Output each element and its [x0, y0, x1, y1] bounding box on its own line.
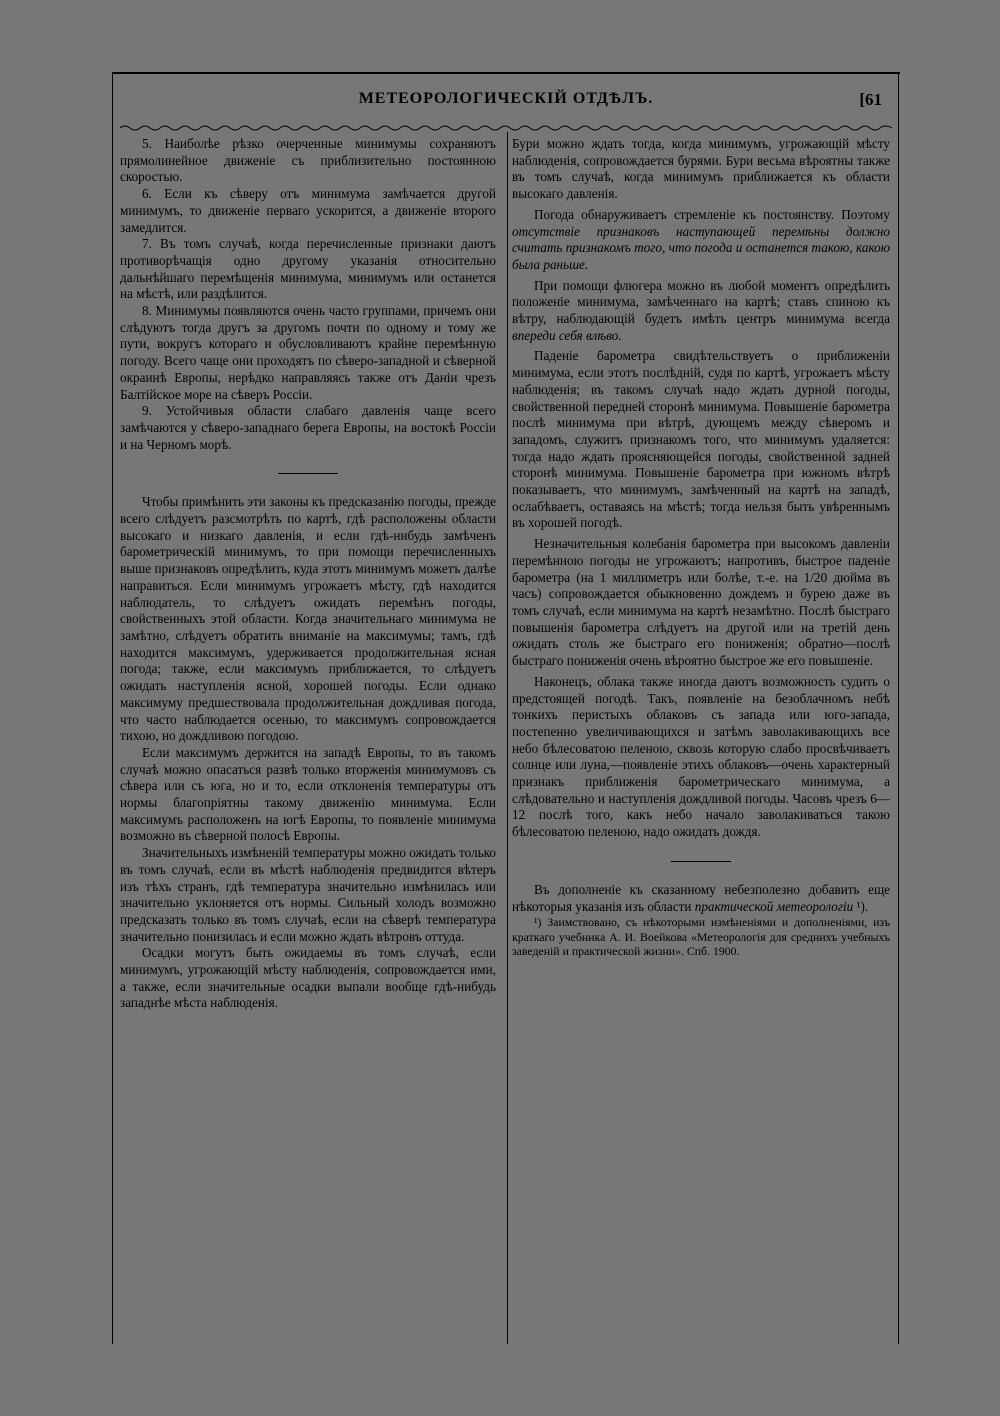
- paragraph-rule-6: 6. Если къ сѣверу отъ минимума замѣчается другой минимумъ, то движеніе перваго ускорится, а движеніе второго замедлится.: [120, 186, 496, 235]
- paragraph-rule-5: 5. Наиболѣе рѣзко очерченные минимумы сохраняютъ прямолинейное движеніе съ приблизительно постоянною скоростью.: [120, 136, 496, 185]
- right-column: [512, 136, 890, 959]
- addition-text: Въ дополненіе къ сказанному небезполезно добавить еще нѣкоторыя указанія изъ области: [512, 881, 890, 914]
- left-border-line: [112, 72, 113, 1344]
- left-column: [120, 136, 496, 1012]
- wavy-rule: [120, 124, 892, 132]
- paragraph-barometer-fluctuation: Незначительныя колебанія барометра при высокомъ давленіи перемѣнною погоды не угрожаютъ; напротивъ, быстрое паденіе барометра (на 1 миллиметръ или болѣе, т.-е. на 1/20 дюйма въ часъ) сопровождается обыкновенно дождемъ и бурею даже въ томъ случаѣ, если минимума на картѣ незамѣтно. Послѣ быстраго повышенія барометра слѣдуетъ на другой или на третій день ожидать столь же быстраго его пониженія; обратно—послѣ быстраго пониженія очень вѣроятно быстрое же его повышеніе.: [512, 536, 890, 669]
- section-separator-right: [671, 861, 731, 862]
- paragraph-temperature: Значительныхъ измѣненій температуры можно ожидать только въ томъ случаѣ, если въ мѣстѣ наблюденія предвидится вѣтеръ изъ тѣхъ странъ, гдѣ температура значительно измѣнилась или значительно уклоняется отъ нормы. Сильный холодъ возможно предсказать только въ томъ случаѣ, если на сѣверѣ температура значительно понизилась и если можно ждать вѣтровъ оттуда.: [120, 845, 496, 944]
- paragraph-applying-laws: Чтобы примѣнить эти законы къ предсказанію погоды, прежде всего слѣдуетъ разсмотрѣть по картѣ, гдѣ расположены области высокаго и низкаго давленія, и если гдѣ-нибудь замѣченъ барометрическій минимумъ, то при помощи перечисленныхъ выше признаковъ опредѣлить, куда этотъ минимумъ можетъ далѣе направиться. Если минимумъ угрожаетъ мѣсту, гдѣ находится наблюдатель, то слѣдуетъ ожидать перемѣнъ погоды, свойственныхъ этой области. Когда значительнаго минимума не замѣтно, слѣдуетъ обратить вниманіе на максимумы; тамъ, гдѣ находится максимумъ, удерживается продолжительная ясная погода; также, если максимумъ приближается, то слѣдуетъ ожидать наступленія ясной, хорошей погоды. Если однако максимуму предшествовала продолжительная дождливая погода, что часто наблюдается осенью, то максимумъ сопровождается тихою, но дождливою погодою.: [120, 494, 496, 744]
- journal-page: [112, 72, 900, 1352]
- footnote-ref: ¹).: [853, 898, 869, 914]
- addition-italic: практической метеорологіи: [694, 898, 854, 914]
- paragraph-barometer-fall: Паденіе барометра свидѣтельствуетъ о приближеніи минимума, если этотъ послѣдній, судя по картѣ, угрожаетъ мѣсту наблюденія; въ такомъ случаѣ надо ждать дурной погоды, свойственной передней сторонѣ минимума. Повышеніе барометра послѣ минимума при вѣтрѣ, дующемъ между сѣверомъ и западомъ, служитъ признакомъ того, что минимумъ удаляется: тогда надо ждать проясняющейся погоды, свойственной задней сторонѣ минимума. Повышеніе барометра при южномъ вѣтрѣ показываетъ, что минимумъ, замѣченный на картѣ на западѣ, ослабѣваетъ, оставаясь на мѣстѣ; тогда нельзя быть увѣреннымъ въ хорошей погодѣ.: [512, 348, 890, 531]
- weathervane-text: При помощи флюгера можно въ любой моментъ опредѣлить положеніе минимума, замѣченнаго на картѣ; ставъ спиною къ вѣтру, наблюдающій будетъ имѣть центръ минимума всегда: [512, 277, 890, 327]
- paragraph-precipitation: Осадки могутъ быть ожидаемы въ томъ случаѣ, если минимумъ, угрожающій мѣсту наблюденія, сопровождается ими, а также, если значительные осадки выпали вообще гдѣ-нибудь западнѣе мѣста наблюденія.: [120, 945, 496, 1011]
- footnote: ¹) Заимствовано, съ нѣкоторыми измѣненіями и дополненіями, изъ краткаго учебника А. И. Воейкова «Метеорологія для среднихъ учебныхъ заведеній и практической жизни». Спб. 1900.: [512, 915, 890, 959]
- page-number: [61: [859, 90, 882, 109]
- paragraph-weathervane: [512, 278, 890, 345]
- weathervane-italic: впереди себя влѣво.: [512, 327, 622, 343]
- right-border-line: [898, 72, 899, 1344]
- paragraph-addition: [512, 882, 890, 915]
- paragraph-rule-9: 9. Устойчивыя области слабаго давленія чаще всего замѣчаются у сѣверо-западнаго берега Европы, на востокѣ Россіи и на Черномъ морѣ.: [120, 403, 496, 452]
- paragraph-constancy: [512, 207, 890, 274]
- paragraph-storms: Бури можно ждать тогда, когда минимумъ, угрожающій мѣсту наблюденія, сопровождается бурями. Бури весьма вѣроятны также въ томъ случаѣ, когда минимумъ приближается къ области высокаго давленія.: [512, 136, 890, 202]
- paragraph-clouds: Наконецъ, облака также иногда даютъ возможность судить о предстоящей погодѣ. Такъ, появленіе на безоблачномъ небѣ тонкихъ перистыхъ облаковъ съ запада или юго-запада, постепенно увеличивающихся и затѣмъ заволакивающихъ все небо бѣлесоватою пеленою, сквозь которую слабо просвѣчиваетъ солнце или луна,—появленіе этихъ облаковъ—очень характерный признакъ приближенія барометрическаго минимума, а слѣдовательно и наступленія дождливой погоды. Часовъ чрезъ 6—12 послѣ того, какъ небо начало заволакиваться такою бѣлесоватою пеленою, надо ожидать дождя.: [512, 673, 890, 840]
- paragraph-maximum-west: Если максимумъ держится на западѣ Европы, то въ такомъ случаѣ можно опасаться развѣ только вторженія минимумовъ съ сѣвера или съ юга, но и то, если отклоненія температуры отъ нормы благопріятны такому движенію минимума. Если максимумъ расположенъ на югѣ Европы, то появленіе минимума возможно въ сѣверной полосѣ Европы.: [120, 744, 496, 844]
- section-title: МЕТЕОРОЛОГИЧЕСКІЙ ОТДѢЛЪ.: [358, 90, 654, 107]
- column-divider: [507, 132, 508, 1344]
- constancy-italic: отсутствіе признаковъ наступающей перемѣны должно считать признакомъ того, что погода и останется такою, какою была раньше.: [512, 223, 890, 272]
- section-separator: [278, 473, 338, 474]
- paragraph-rule-8: 8. Минимумы появляются очень часто группами, причемъ они слѣдуютъ тогда другъ за другомъ почти по одному и тому же пути, вокругъ котораго и обусловливаютъ крайне перемѣнную погоду. Всего чаще они проходятъ по сѣверо-западной и сѣверной окраинѣ Европы, нерѣдко направляясь также отъ Даніи чрезъ Балтійское море на сѣверъ Россіи.: [120, 303, 496, 402]
- constancy-text: Погода обнаруживаетъ стремленіе къ постоянству. Поэтому: [534, 206, 890, 222]
- top-rule: [112, 72, 900, 74]
- paragraph-rule-7: 7. Въ томъ случаѣ, когда перечисленные признаки даютъ противорѣчащія одно другому указанія относительно дальнѣйшаго перемѣщенія минимума, минимумъ или останется на мѣстѣ, или раздѣлится.: [120, 236, 496, 302]
